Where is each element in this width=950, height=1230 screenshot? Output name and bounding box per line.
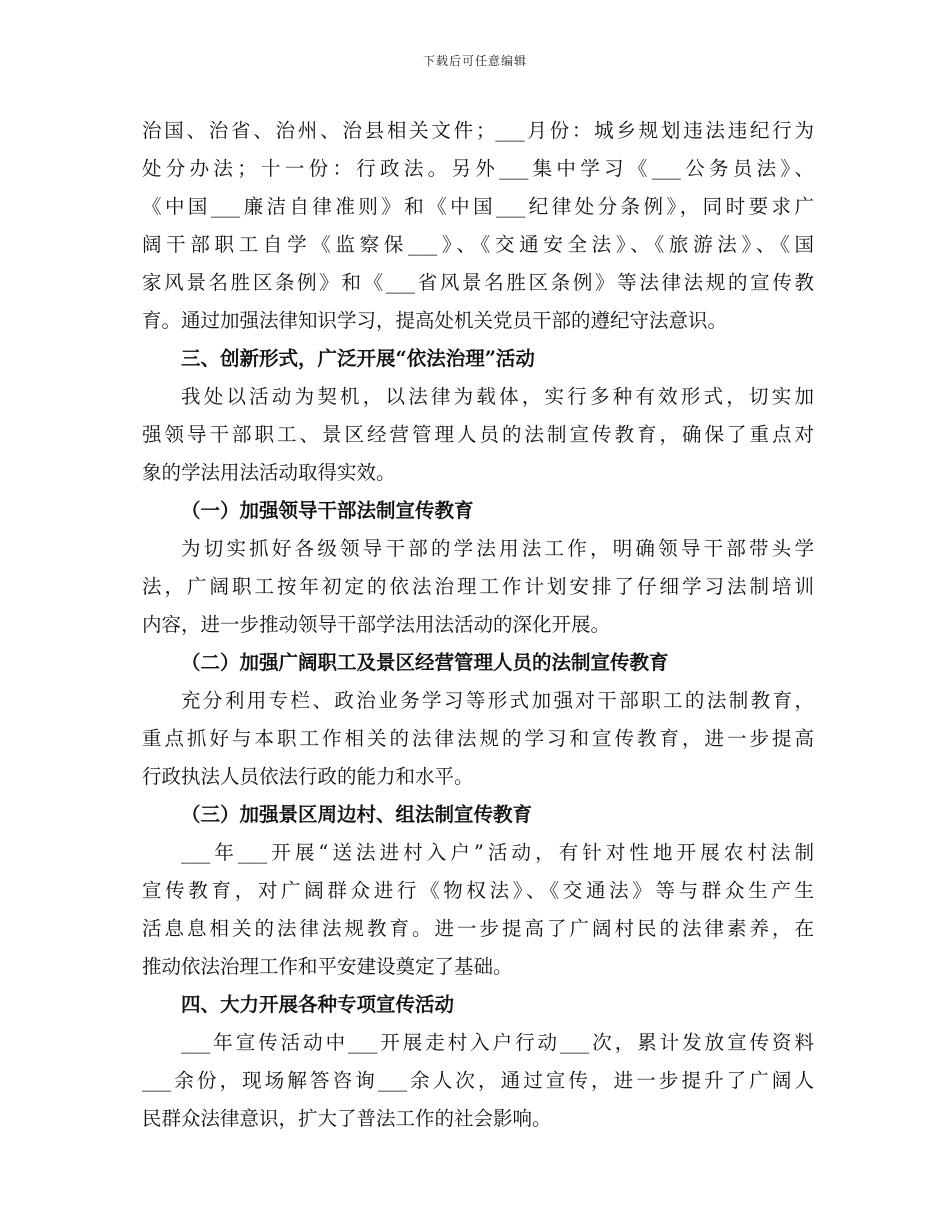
paragraph-line: 《中国___廉洁自律准则》和《中国___纪律处分条例》，同时要求广 xyxy=(142,195,814,218)
paragraph-line: 我处以活动为契机，以法律为载体，实行多种有效形式，切实加 xyxy=(181,385,814,408)
paragraph-line: 为切实抓好各级领导干部的学法用法工作，明确领导干部带头学 xyxy=(181,537,814,560)
paragraph-line: 民群众法律意识，扩大了普法工作的社会影响。 xyxy=(142,1107,552,1130)
paragraph-line: 重点抓好与本职工作相关的法律法规的学习和宣传教育，进一步提高 xyxy=(142,727,814,750)
paragraph-line: 行政执法人员依法行政的能力和水平。 xyxy=(142,765,474,788)
page-header: 下载后可任意编辑 xyxy=(422,54,527,68)
section-heading: 三、创新形式，广泛开展“依法治理”活动 xyxy=(181,347,535,370)
paragraph-line: 处分办法；十一份：行政法。另外___集中学习《___公务员法》、 xyxy=(142,157,814,180)
document-body xyxy=(142,112,814,1138)
paragraph-line: 推动依法治理工作和平安建设奠定了基础。 xyxy=(142,955,513,978)
paragraph-line: 活息息相关的法律法规教育。进一步提高了广阔村民的法律素养，在 xyxy=(142,917,814,940)
paragraph-line: 治国、治省、治州、治县相关文件；___月份：城乡规划违法违纪行为 xyxy=(142,119,814,142)
subsection-heading: （三）加强景区周边村、组法制宣传教育 xyxy=(181,803,533,826)
subsection-heading: （二）加强广阔职工及景区经营管理人员的法制宣传教育 xyxy=(181,651,669,674)
paragraph-line: ___余份，现场解答咨询___余人次，通过宣传，进一步提升了广阔人 xyxy=(142,1069,814,1092)
paragraph-line: ___年___开展“送法进村入户”活动，有针对性地开展农村法制 xyxy=(181,841,814,864)
subsection-heading: （一）加强领导干部法制宣传教育 xyxy=(181,499,474,522)
paragraph-line: 内容，进一步推动领导干部学法用法活动的深化开展。 xyxy=(142,613,611,636)
paragraph-line: 象的学法用法活动取得实效。 xyxy=(142,461,396,484)
paragraph-line: ___年宣传活动中___开展走村入户行动___次，累计发放宣传资料 xyxy=(181,1031,814,1054)
paragraph-line: 强领导干部职工、景区经营管理人员的法制宣传教育，确保了重点对 xyxy=(142,423,814,446)
paragraph-line: 宣传教育，对广阔群众进行《物权法》、《交通法》等与群众生产生 xyxy=(142,879,814,902)
paragraph-line: 阔干部职工自学《监察保___》、《交通安全法》、《旅游法》、《国 xyxy=(142,233,814,256)
paragraph-line: 育。通过加强法律知识学习，提高处机关党员干部的遵纪守法意识。 xyxy=(142,309,728,332)
paragraph-line: 家风景名胜区条例》和《___省风景名胜区条例》等法律法规的宣传教 xyxy=(142,271,814,294)
section-heading: 四、大力开展各种专项宣传活动 xyxy=(181,993,455,1016)
paragraph-line: 充分利用专栏、政治业务学习等形式加强对干部职工的法制教育， xyxy=(181,689,814,712)
paragraph-line: 法，广阔职工按年初定的依法治理工作计划安排了仔细学习法制培训 xyxy=(142,575,814,598)
